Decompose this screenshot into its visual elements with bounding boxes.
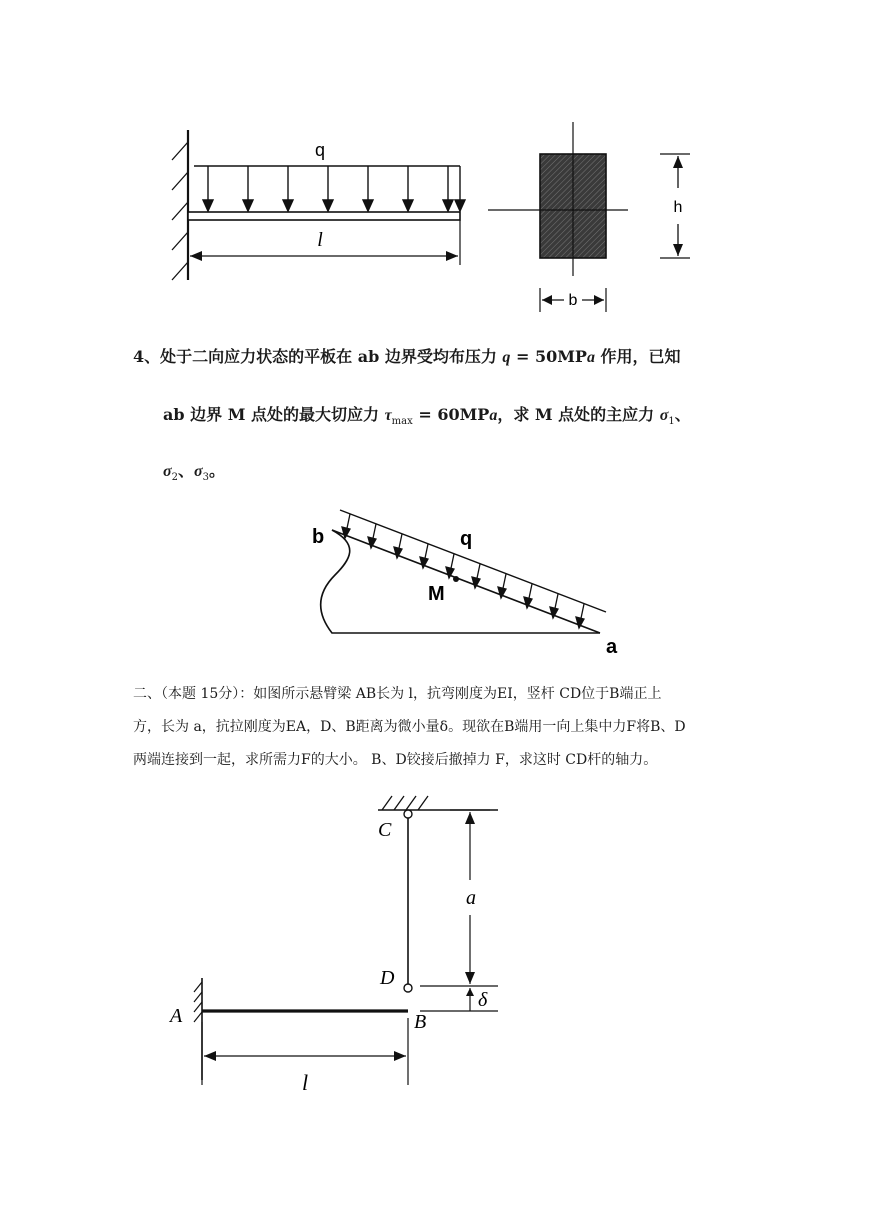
problem2-line2: 方，长为 a，抗拉刚度为EA，D、B距离为微小量δ。现欲在B端用一向上集中力F将B、D	[133, 719, 686, 735]
problem4-line2	[163, 402, 691, 427]
label-a-dim: a	[466, 887, 476, 909]
height-label-h: h	[673, 199, 683, 216]
wall-hatching	[172, 142, 188, 280]
tau-value: = 60MP	[412, 405, 490, 424]
sigma-3-subscript: 3	[202, 472, 210, 484]
cantilever-rod-figure	[160, 790, 560, 1100]
unit-a-2: a	[489, 407, 498, 424]
point-M	[453, 576, 459, 582]
wall-A-hatching	[194, 982, 202, 1022]
tau-symbol: τ	[384, 407, 392, 424]
p4-text-d: ，求 M 点处的主应力	[497, 405, 660, 424]
p4-text-b: 作用，已知	[594, 347, 681, 366]
label-A: A	[170, 1005, 183, 1027]
sigma-2-subscript: 2	[171, 472, 178, 484]
label-l: l	[302, 1070, 309, 1095]
beam	[188, 212, 460, 220]
width-label-b: b	[568, 292, 578, 309]
separator-2: 、	[178, 461, 195, 480]
q-symbol: q	[502, 349, 511, 366]
label-C: C	[378, 819, 392, 841]
sigma-2-symbol: σ	[163, 463, 172, 480]
problem2-line1: 二、（本题 15分）：如图所示悬臂梁 AB长为 l，抗弯刚度为EI，竖杆 CD位于B端正上	[133, 686, 662, 702]
tau-subscript: max	[391, 416, 413, 428]
problem2-line3: 两端连接到一起，求所需力F的大小。 B、D铰接后撤掉力 F，求这时 CD杆的轴力。	[133, 752, 658, 768]
label-M: M	[428, 583, 445, 605]
label-b: b	[312, 526, 325, 548]
top-support-hatching	[382, 796, 428, 810]
label-a: a	[606, 636, 618, 658]
label-D: D	[380, 967, 395, 989]
length-label-l: l	[317, 229, 323, 251]
label-B: B	[414, 1011, 427, 1033]
problem4-line3	[163, 458, 225, 483]
q-value: = 50MP	[510, 347, 587, 366]
sigma-3-symbol: σ	[194, 463, 203, 480]
load-arrows	[203, 166, 465, 211]
load-label-q: q	[314, 140, 326, 160]
plate-boundary-figure	[290, 505, 630, 660]
unit-a: a	[586, 349, 595, 366]
cantilever-figure	[160, 120, 720, 320]
label-delta: δ	[478, 989, 488, 1011]
p4-text-a: 4、处于二向应力状态的平板在 ab 边界受均布压力	[133, 347, 503, 366]
load-line-q	[340, 510, 606, 612]
label-q: q	[460, 528, 473, 550]
sigma-1-subscript: 1	[668, 416, 675, 428]
period: 。	[209, 461, 226, 480]
sigma-1-symbol: σ	[659, 407, 669, 424]
hinge-D	[404, 984, 412, 992]
p4-text-c: ab 边界 M 点处的最大切应力	[163, 405, 385, 424]
problem4-line1	[133, 344, 681, 367]
hinge-C	[404, 810, 412, 818]
separator-1: 、	[674, 405, 691, 424]
